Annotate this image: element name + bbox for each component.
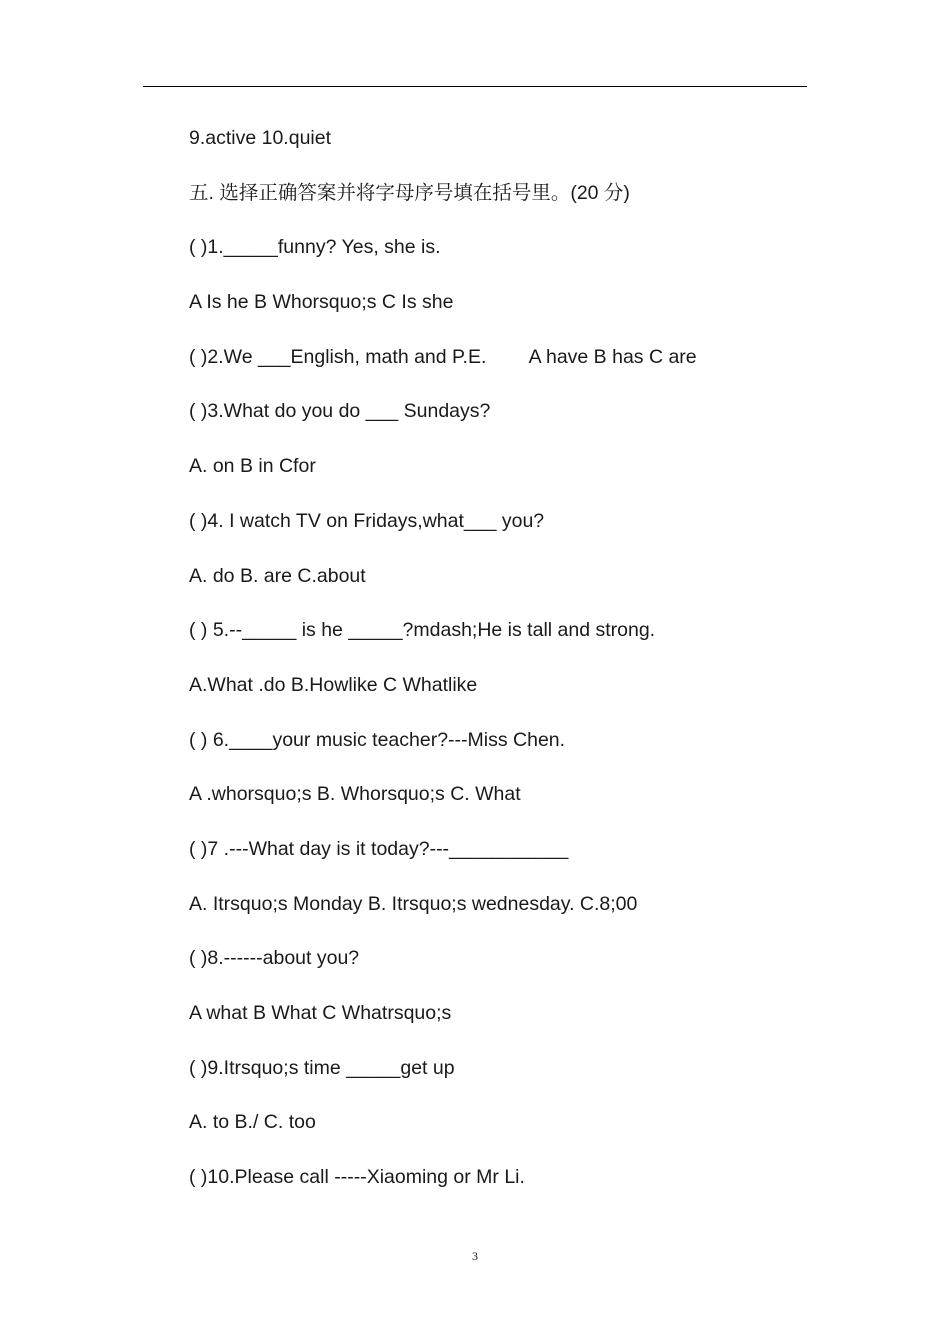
answer-options: A. do B. are C.about bbox=[189, 564, 366, 587]
answer-options: A.What .do B.Howlike C Whatlike bbox=[189, 673, 478, 696]
document-body bbox=[189, 124, 829, 1218]
page-number: 3 bbox=[472, 1249, 478, 1263]
question-line: ( )2.We ___English, math and P.E. A have B has C are bbox=[189, 345, 697, 368]
answer-options: A. on B in Cfor bbox=[189, 455, 316, 478]
answer-options: A what B What C Whatrsquo;s bbox=[189, 1002, 452, 1024]
answer-options: A Is he B Whorsquo;s C Is she bbox=[189, 291, 454, 314]
section-heading: 五. 选择正确答案并将字母序号填在括号里。(20 分) bbox=[189, 181, 630, 204]
question-line: ( )8.------about you? bbox=[189, 947, 360, 970]
answer-options: A .whorsquo;s B. Whorsquo;s C. What bbox=[189, 783, 521, 806]
question-line: ( ) 6.____your music teacher?---Miss Chen. bbox=[189, 728, 566, 751]
header-rule bbox=[143, 86, 807, 87]
text-line: 9.active 10.quiet bbox=[189, 127, 332, 149]
question-line: ( )4. I watch TV on Fridays,what___ you? bbox=[189, 509, 545, 532]
question-line: ( )1._____funny? Yes, she is. bbox=[189, 236, 441, 259]
question-line: ( )10.Please call -----Xiaoming or Mr Li. bbox=[189, 1166, 525, 1189]
question-line: ( ) 5.--_____ is he _____?mdash;He is tall and strong. bbox=[189, 619, 656, 642]
answer-options: A. to B./ C. too bbox=[189, 1111, 316, 1134]
question-line: ( )3.What do you do ___ Sundays? bbox=[189, 400, 491, 423]
question-line: ( )7 .---What day is it today?---___________ bbox=[189, 837, 569, 860]
question-line: ( )9.Itrsquo;s time _____get up bbox=[189, 1056, 455, 1079]
answer-options: A. Itrsquo;s Monday B. Itrsquo;s wednesday. C.8;00 bbox=[189, 892, 638, 915]
